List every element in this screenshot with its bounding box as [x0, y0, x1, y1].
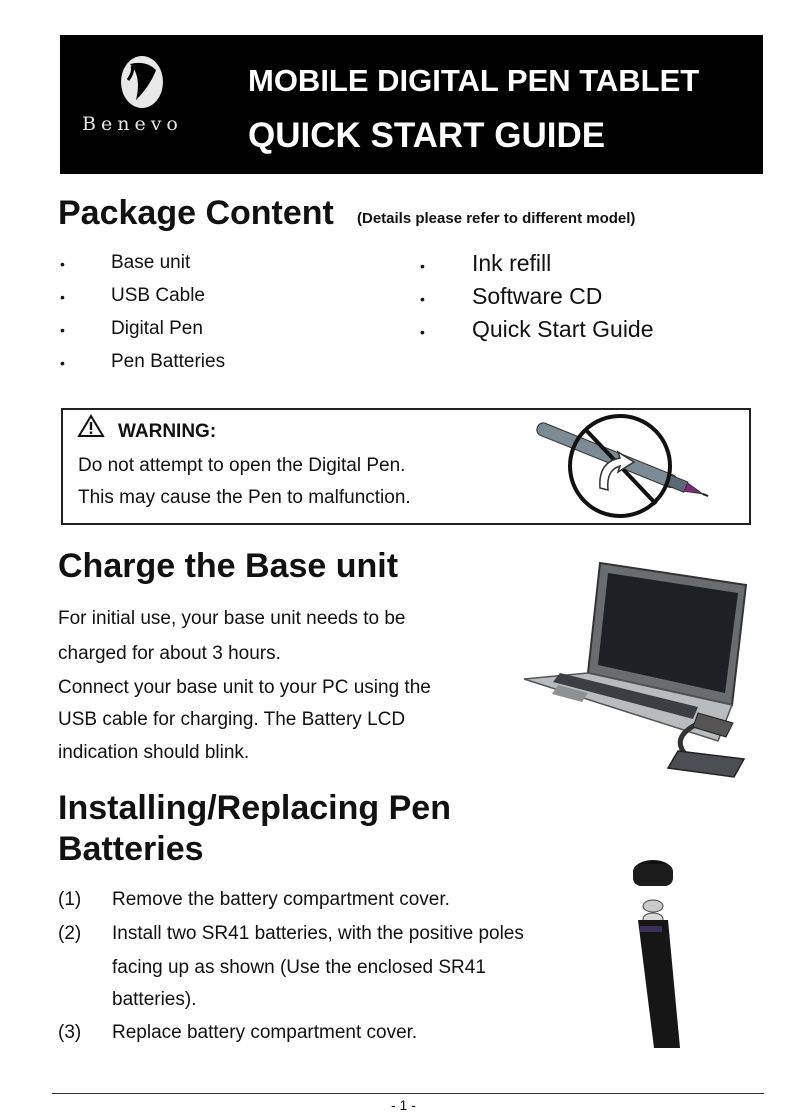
- charge-text: For initial use, your base unit needs to be: [58, 608, 406, 629]
- charge-text: charged for about 3 hours.: [58, 643, 281, 664]
- brand-name: Benevo: [82, 113, 183, 135]
- step-number: (1): [58, 889, 82, 910]
- list-item: Pen Batteries: [111, 351, 226, 372]
- warning-title: WARNING:: [118, 421, 217, 442]
- list-item: Quick Start Guide: [472, 316, 654, 342]
- step-text: Remove the battery compartment cover.: [112, 889, 450, 910]
- batteries-heading: Installing/Replacing Pen: [58, 789, 451, 827]
- warning-text: This may cause the Pen to malfunction.: [78, 487, 411, 508]
- list-item: USB Cable: [111, 285, 205, 306]
- bullet-icon: •: [60, 289, 65, 305]
- step-number: (2): [58, 923, 82, 944]
- bullet-icon: •: [60, 355, 65, 371]
- bullet-icon: •: [60, 256, 65, 272]
- pen-do-not-open-icon: [520, 410, 750, 522]
- package-note: (Details please refer to different model): [357, 210, 636, 227]
- warning-triangle-icon: [77, 414, 105, 438]
- charge-heading: Charge the Base unit: [58, 547, 399, 585]
- bullet-icon: •: [420, 291, 425, 307]
- list-item: Digital Pen: [111, 318, 203, 339]
- bullet-icon: •: [420, 258, 425, 274]
- bullet-icon: •: [60, 322, 65, 338]
- list-item: Ink refill: [472, 250, 552, 276]
- product-title: MOBILE DIGITAL PEN TABLET: [248, 63, 700, 98]
- step-text: Install two SR41 batteries, with the positive poles: [112, 923, 524, 944]
- benevo-logo-icon: [70, 52, 220, 152]
- guide-title: QUICK START GUIDE: [248, 116, 606, 155]
- charge-text: USB cable for charging. The Battery LCD: [58, 709, 406, 730]
- list-item: Software CD: [472, 283, 603, 309]
- step-number: (3): [58, 1022, 82, 1043]
- batteries-heading: Batteries: [58, 830, 204, 868]
- footer-divider: [52, 1093, 764, 1094]
- package-heading: Package Content: [58, 194, 334, 232]
- bullet-icon: •: [420, 324, 425, 340]
- step-text: Replace battery compartment cover.: [112, 1022, 418, 1043]
- list-item: Base unit: [111, 252, 191, 273]
- step-text: batteries).: [112, 989, 197, 1010]
- charge-text: Connect your base unit to your PC using the: [58, 677, 431, 698]
- warning-text: Do not attempt to open the Digital Pen.: [78, 455, 406, 476]
- charge-text: indication should blink.: [58, 742, 250, 763]
- laptop-charging-icon: [518, 555, 756, 783]
- page-number: - 1 -: [391, 1097, 416, 1113]
- pen-batteries-icon: [622, 852, 702, 1050]
- step-text: facing up as shown (Use the enclosed SR41: [112, 957, 486, 978]
